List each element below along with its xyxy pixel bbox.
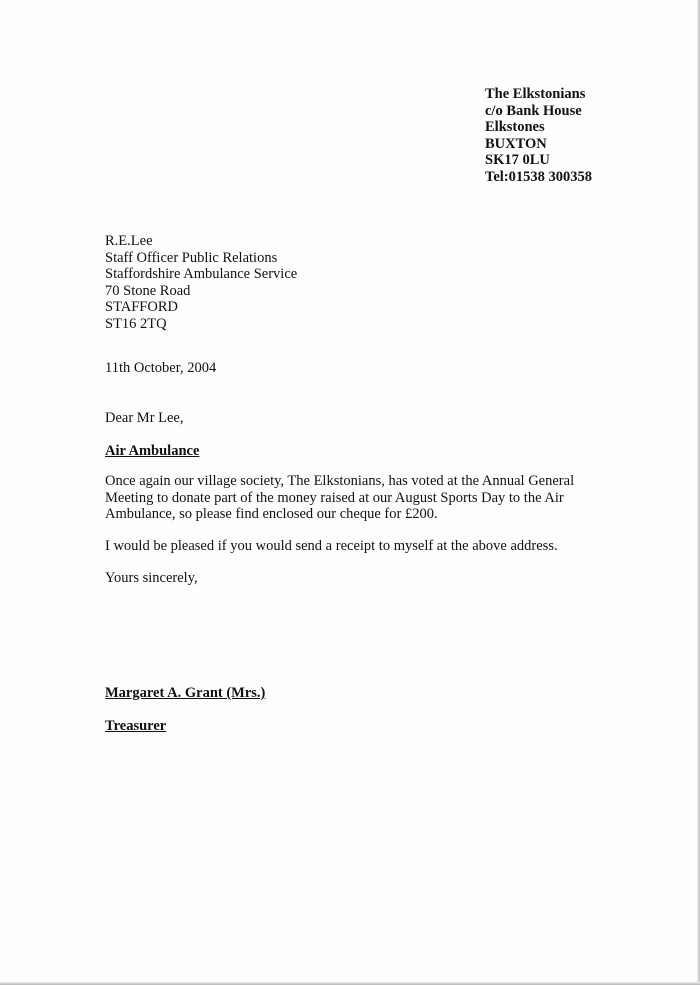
recipient-postcode: ST16 2TQ <box>105 315 167 332</box>
recipient-street: 70 Stone Road <box>105 282 191 299</box>
recipient-position: Staff Officer Public Relations <box>105 249 278 266</box>
signature-title: Treasurer <box>105 718 167 734</box>
recipient-address-block <box>105 233 297 332</box>
subject-heading: Air Ambulance <box>105 443 200 459</box>
body-paragraph: I would be pleased if you would send a receipt to myself at the above address. <box>105 538 558 554</box>
sender-town: BUXTON <box>485 135 547 152</box>
recipient-town: STAFFORD <box>105 299 178 315</box>
sender-address-block <box>485 86 592 185</box>
sender-care-of: c/o Bank House <box>485 102 582 119</box>
recipient-name: R.E.Lee <box>105 233 153 249</box>
salutation: Dear Mr Lee, <box>105 410 184 426</box>
sender-postcode: SK17 0LU <box>485 152 550 168</box>
closing: Yours sincerely, <box>105 570 198 586</box>
signature-name: Margaret A. Grant (Mrs.) <box>105 685 266 701</box>
body-paragraph: Once again our village society, The Elkstonians, has voted at the Annual General Meeting to donate part of the money raised at our August Sports Day to the Air Ambulance, so please find enclosed our cheque for £200. <box>105 473 575 522</box>
letter-date: 11th October, 2004 <box>105 360 217 376</box>
sender-locality: Elkstones <box>485 119 545 135</box>
sender-organization: The Elkstonians <box>485 86 586 102</box>
recipient-organization: Staffordshire Ambulance Service <box>105 266 298 282</box>
sender-telephone: Tel:01538 300358 <box>485 168 593 185</box>
